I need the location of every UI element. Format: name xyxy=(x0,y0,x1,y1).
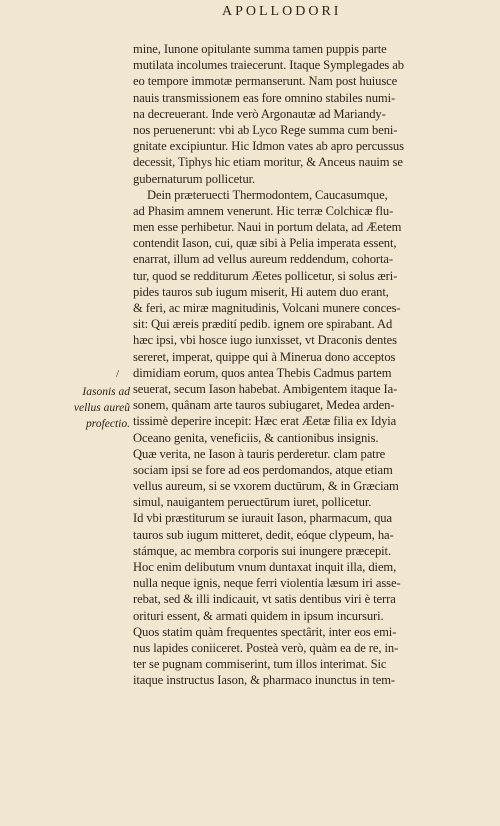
text-line: ad Phasim amnem venerunt. Hic terræ Colchicæ flu- xyxy=(133,203,394,218)
text-line: na decreuerant. Inde verò Argonautæ ad Mariandy- xyxy=(133,106,386,121)
text-line: rebat, sed & illi indicauit, vt satis dentibus viri è terra xyxy=(133,592,396,607)
text-line: sonem, quânam arte tauros subiugaret, Medea arden- xyxy=(133,398,395,413)
text-line: nulla neque ignis, neque ferri violentia læsum iri asse- xyxy=(133,576,401,591)
margin-note-line: profectio. xyxy=(86,418,130,431)
text-line: nus lapides coniiceret. Posteà verò, quàm ea de re, in- xyxy=(133,640,399,655)
margin-note-line: vellus aureũ xyxy=(73,402,130,415)
text-line: orituri essent, & armati quidem in ipsum incursuri. xyxy=(133,608,384,623)
text-line: tur, quod se redditurum Æetes pollicetur, si solus æri- xyxy=(133,268,398,283)
text-line: simul, nauigantem peruectūrum iuret, pollicetur. xyxy=(133,495,372,510)
text-line: hæc ipsi, vbi hosce iugo iunxisset, vt Draconis dentes xyxy=(133,333,397,348)
margin-note xyxy=(62,384,130,433)
text-line: tissimè deperire incepit: Hæc erat Æetæ filia ex Idyia xyxy=(133,414,397,429)
text-line: tauros sub iugum mitteret, dedit, eóque clypeum, ha- xyxy=(133,527,394,542)
text-line: enarrat, illum ad vellus aureum reddendum, cohorta- xyxy=(133,252,393,267)
running-title: APOLLODORI xyxy=(222,4,342,19)
text-line: & feri, ac miræ magnitudinis, Volcani munere conces- xyxy=(133,301,401,315)
text-line: ter se pugnam commiserint, tum illos interimat. Sic xyxy=(133,657,387,672)
text-line: men esse perhibetur. Naui in portum delata, ad Æetem xyxy=(133,220,402,235)
text-line: Oceano genita, veneficiis, & cantionibus insignis. xyxy=(133,430,379,445)
text-line: Quos statim quàm frequentes spectârit, inter eos emi- xyxy=(133,624,397,639)
text-line: eo tempore immotæ permanserunt. Nam post huiusce xyxy=(133,74,398,89)
text-line: mine, Iunone opitulante summa tamen puppis parte xyxy=(133,42,387,56)
text-line: sociam ipsi se fore ad eos perdomandos, atque etiam xyxy=(133,462,393,477)
text-line: sereret, imperat, quippe qui à Minerua dono acceptos xyxy=(133,349,396,364)
margin-mark: / xyxy=(116,368,120,380)
text-line: dimidiam eorum, quos antea Thebis Cadmus partem xyxy=(133,365,392,380)
text-line: Id vbi præstiturum se iurauit Iason, pharmacum, qua xyxy=(133,511,392,526)
text-line: itaque instructus Iason, & pharmaco inunctus in tem- xyxy=(133,673,396,688)
text-line: gubernaturum pollicetur. xyxy=(133,171,256,186)
text-line: stámque, ac membra corporis sui inungere præcepit. xyxy=(133,543,391,558)
margin-note-line: Iasonis ad xyxy=(82,386,130,398)
text-line: Hoc enim delibutum vnum duntaxat inquit illa, diem, xyxy=(133,560,397,574)
text-line: pides tauros sub iugum miserit, Hi autem duo erant, xyxy=(133,284,389,299)
text-line: nauis transmissionem eas fore omnino stabiles numi- xyxy=(133,90,396,105)
text-line: mutilata incolumes traiecerunt. Itaque Symplegades ab xyxy=(133,58,404,73)
text-line: Dein præteruecti Thermodontem, Caucasumque, xyxy=(147,187,388,202)
text-line: Quæ verita, ne Iason à tauris perderetur. clam patre xyxy=(133,446,386,461)
text-line: decessit, Tiphys hic etiam moritur, & Anceus nauim se xyxy=(133,155,403,170)
body-text xyxy=(133,41,463,689)
text-line: vellus aureum, si se vxorem ductūrum, & in Græciam xyxy=(133,479,399,494)
text-line: nos peruenerunt: vbi ab Lyco Rege summa cum beni- xyxy=(133,122,398,137)
text-line: gnitate excipiuntur. Hic Idmon vates ab apro percussus xyxy=(133,139,404,154)
text-line: contendit Iason, cui, quæ sibi à Pelia imperata essent, xyxy=(133,236,397,251)
text-line: sit: Qui æreis prædití pedib. ignem ore spirabant. Ad xyxy=(133,317,393,332)
text-line: seuerat, secum Iason habebat. Ambigentem itaque Ia- xyxy=(133,381,398,396)
